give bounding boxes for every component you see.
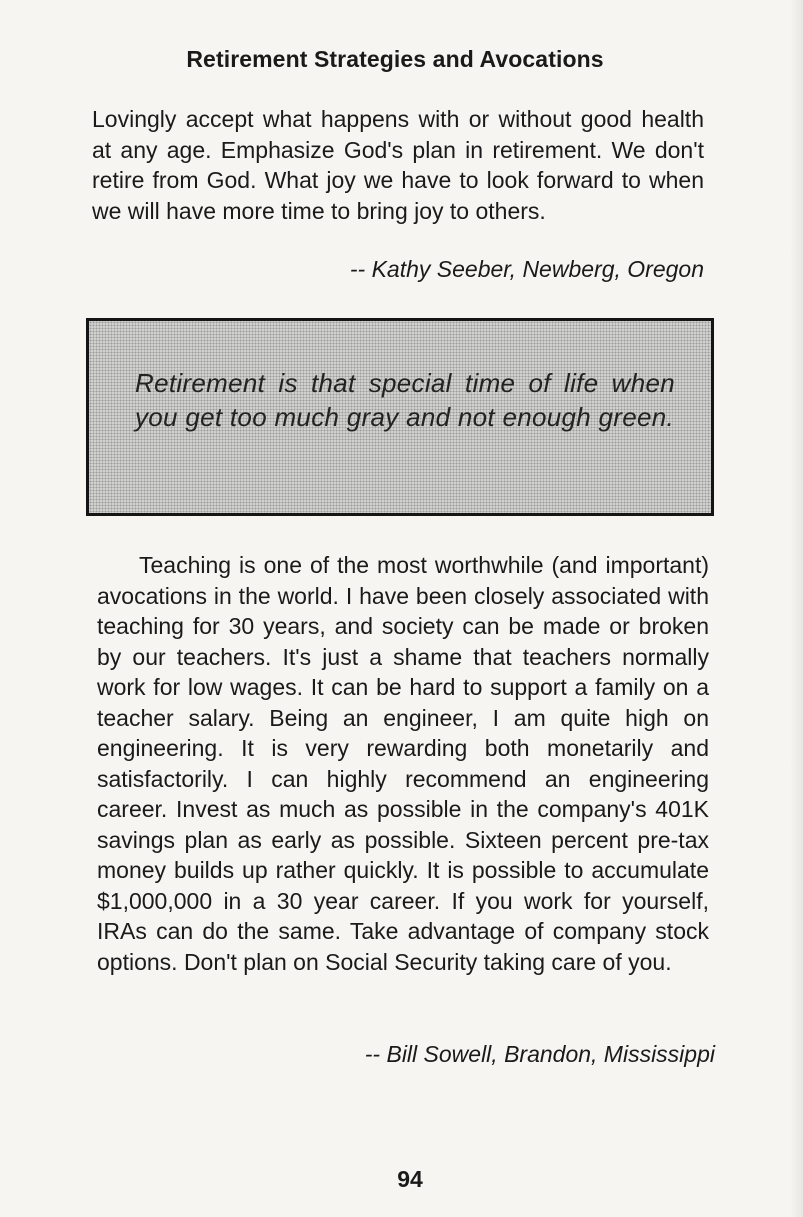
entry-text-1: Lovingly accept what happens with or without good health at any age. Emphasize God's plan in retirement. We don't retire from God. What joy we have to look forward to when we will have more time to bring joy to others. <box>92 106 704 224</box>
entry-attribution-2: -- Bill Sowell, Brandon, Mississippi <box>364 1041 715 1067</box>
page-number: 94 <box>397 1166 423 1192</box>
running-header: Retirement Strategies and Avocations <box>186 46 604 72</box>
callout-quote: Retirement is that special time of life when you get too much gray and not enough green. <box>135 368 675 432</box>
entry-attribution-1: -- Kathy Seeber, Newberg, Oregon <box>349 256 704 282</box>
entry-text-2: Teaching is one of the most worthwhile (and important) avocations in the world. I have been closely associated with teaching for 30 years, and society can be made or broken by our teachers. It's just a shame that teachers normally work for low wages. It can be hard to support a family on a teacher salary. Being an engineer, I am quite high on engineering. It is very rewarding both monetarily and satisfactorily. I can highly recommend an engineering career. Invest as much as possible in the company's 401K savings plan as early as possible. Sixteen percent pre-tax money builds up rather quickly. It is possible to accumulate $1,000,000 in a 30 year career. If you work for yourself, IRAs can do the same. Take advantage of company stock options. Don't plan on Social Security taking care of you. <box>97 552 709 975</box>
page-edge-shadow <box>789 0 803 1217</box>
